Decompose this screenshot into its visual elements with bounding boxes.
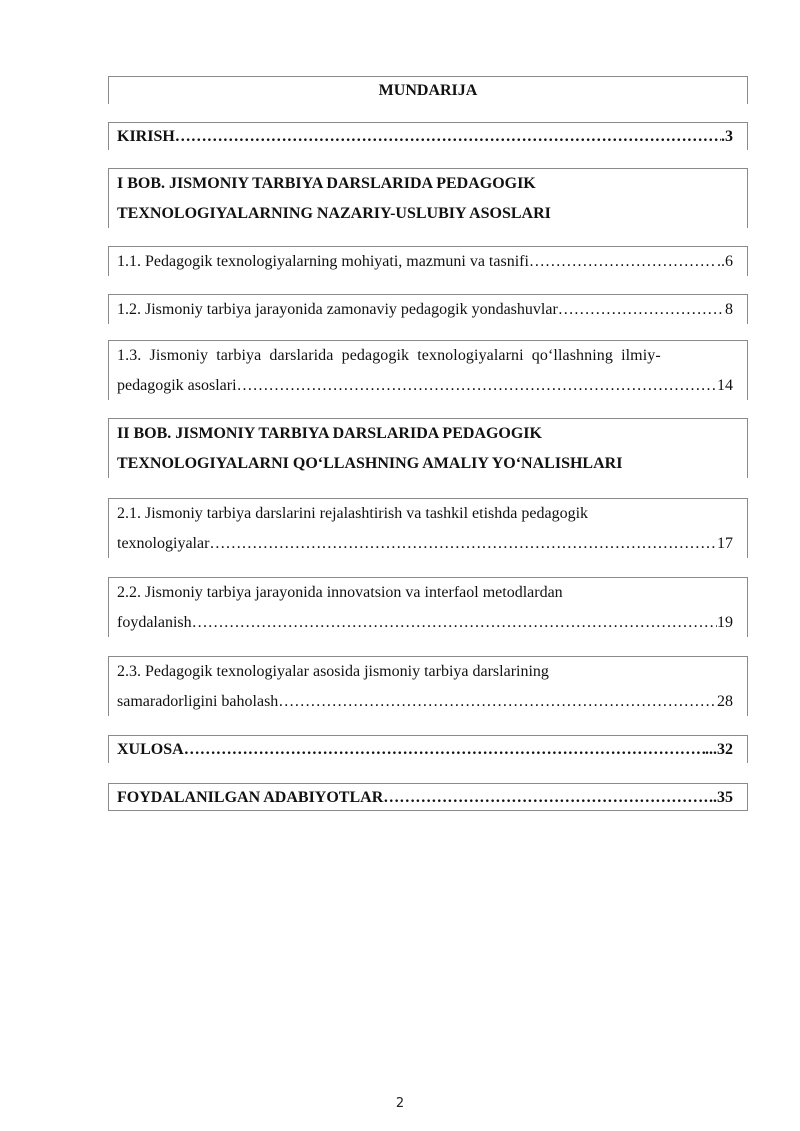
entry-page: ...32 — [705, 741, 733, 758]
entry-label: FOYDALANILGAN ADABIYOTLAR — [117, 789, 384, 806]
toc-entry-2-1 — [108, 498, 748, 558]
entry-label-line: 1.3. Jismoniy tarbiya darslarida pedagogik texnologiyalarni qo‘llashning ilmiy- — [117, 347, 661, 364]
entry-label: KIRISH — [117, 128, 175, 145]
toc-entry-intro — [108, 122, 748, 150]
page-number: 2 — [395, 1096, 405, 1111]
entry-label: foydalanish — [117, 614, 192, 631]
toc-chapter-2 — [108, 418, 748, 478]
entry-label: samaradorligini baholash — [117, 693, 279, 710]
entry-label-line: 2.1. Jismoniy tarbiya darslarini rejalashtirish va tashkil etishda pedagogik — [117, 505, 589, 522]
entry-label: XULOSA — [117, 741, 184, 758]
entry-label-line: 2.3. Pedagogik texnologiyalar asosida jismoniy tarbiya darslarining — [117, 663, 549, 680]
entry-label: texnologiyalar — [117, 535, 210, 552]
entry-page: 19 — [717, 614, 733, 631]
toc-entry-1-1 — [108, 246, 748, 276]
entry-label-line: 2.2. Jismoniy tarbiya jarayonida innovatsion va interfaol metodlardan — [117, 584, 563, 601]
entry-page: 17 — [717, 535, 733, 552]
toc-entry-references — [108, 783, 748, 811]
entry-label: 1.1. Pedagogik texnologiyalarning mohiyati, mazmuni va tasnifi — [117, 253, 529, 270]
entry-label: pedagogik asoslari — [117, 377, 237, 394]
chapter-title-line: I BOB. JISMONIY TARBIYA DARSLARIDA PEDAGOGIK — [117, 175, 536, 192]
toc-title-cell — [108, 76, 748, 104]
entry-page: ..6 — [717, 253, 733, 270]
toc-entry-2-2 — [108, 577, 748, 637]
toc-title: MUNDARIJA — [378, 82, 478, 99]
entry-page: ..35 — [709, 789, 733, 806]
toc-entry-2-3 — [108, 656, 748, 716]
entry-page: 28 — [717, 693, 733, 710]
entry-page: 8 — [725, 301, 733, 318]
toc-chapter-1 — [108, 168, 748, 228]
entry-page: .3 — [721, 128, 733, 145]
toc-entry-conclusion — [108, 735, 748, 763]
chapter-title-line: II BOB. JISMONIY TARBIYA DARSLARIDA PEDAGOGIK — [117, 425, 542, 442]
chapter-title-line: TEXNOLOGIYALARNI QO‘LLASHNING AMALIY YO‘NALISHLARI — [117, 455, 623, 472]
toc-entry-1-3 — [108, 340, 748, 400]
toc-entry-1-2 — [108, 294, 748, 324]
chapter-title-line: TEXNOLOGIYALARNING NAZARIY-USLUBIY ASOSLARI — [117, 205, 551, 222]
entry-label: 1.2. Jismoniy tarbiya jarayonida zamonaviy pedagogik yondashuvlar — [117, 301, 558, 318]
entry-page: 14 — [717, 377, 733, 394]
